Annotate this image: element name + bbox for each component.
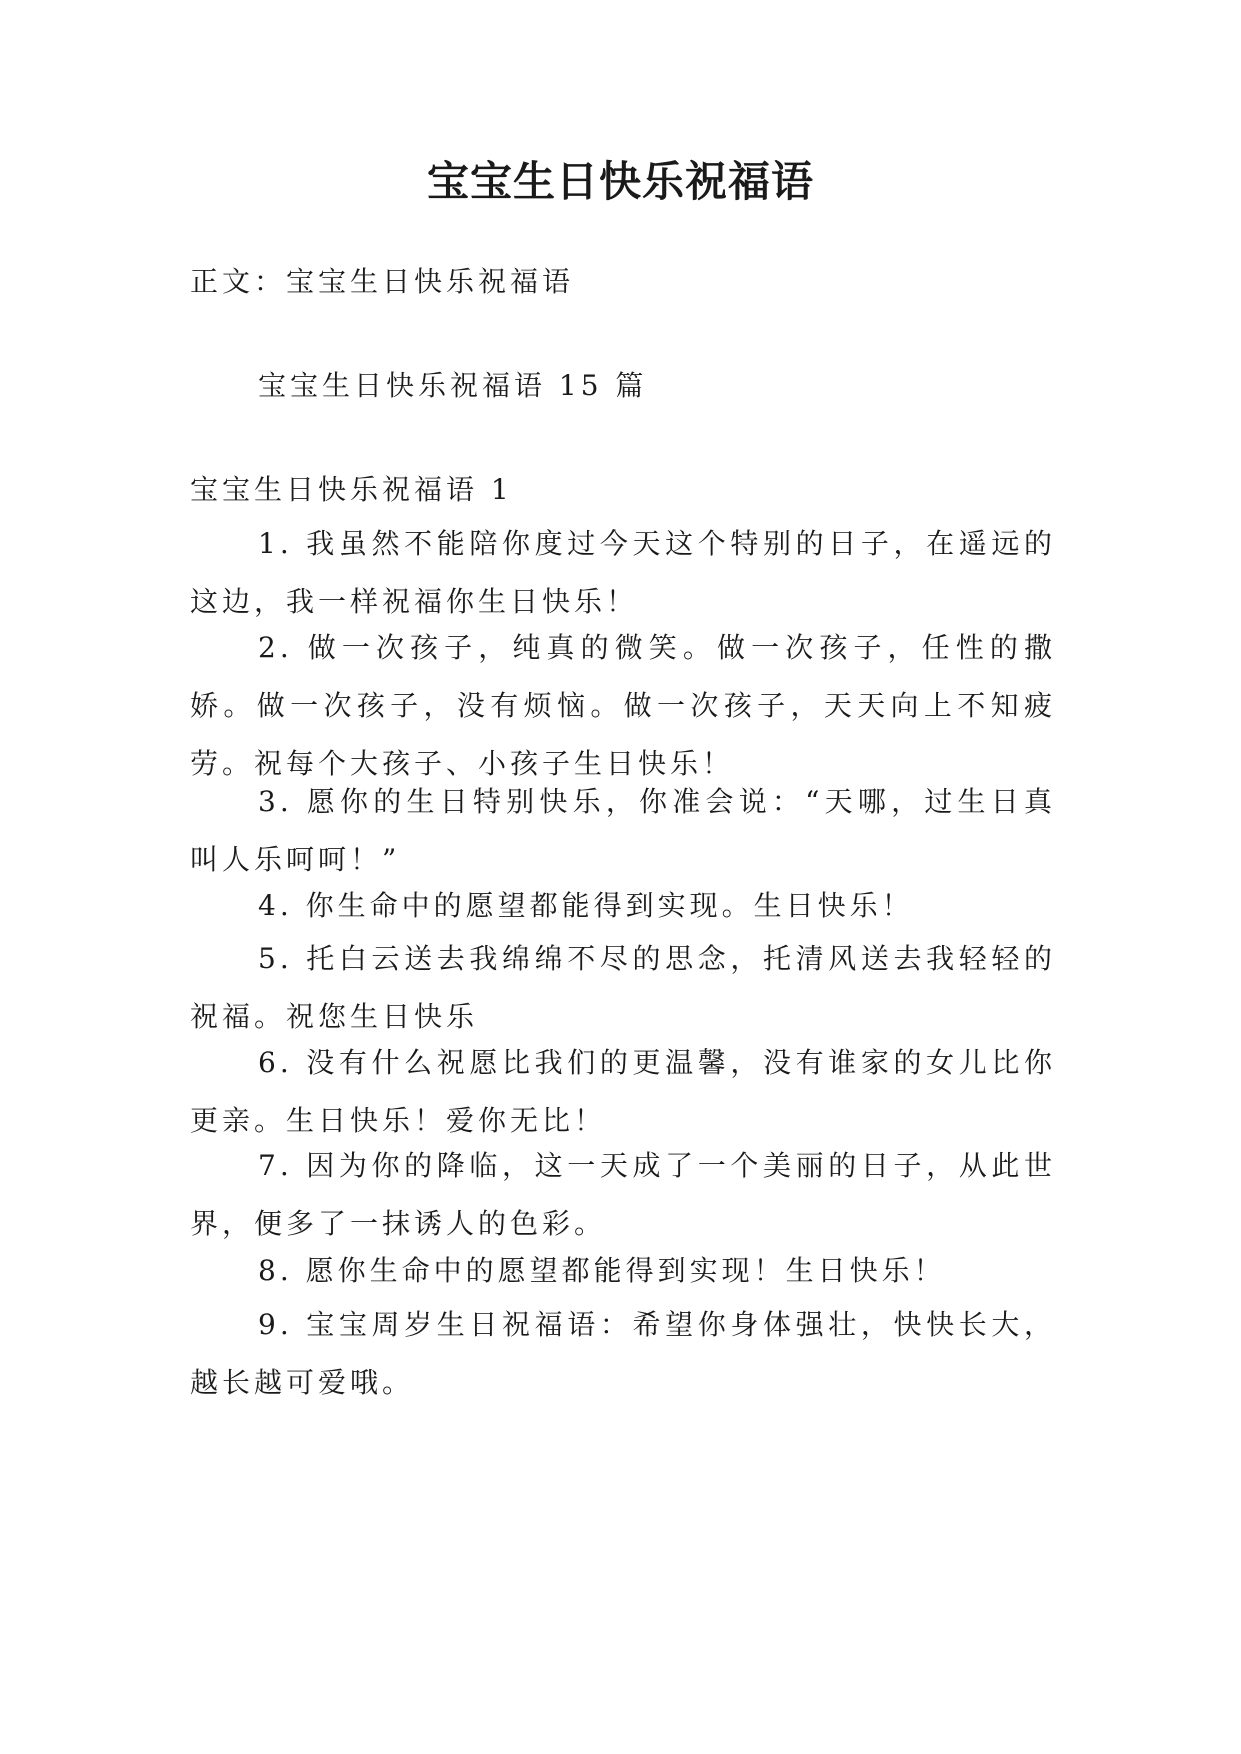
list-item: 8. 愿你生命中的愿望都能得到实现！生日快乐！ [258, 1254, 946, 1287]
list-item: 3. 愿你的生日特别快乐，你准会说：“天哪，过生日真叫人乐呵呵！” [190, 785, 1056, 876]
document-title: 宝宝生日快乐祝福语 [426, 157, 814, 206]
list-item: 1. 我虽然不能陪你度过今天这个特别的日子，在遥远的这边，我一样祝福你生日快乐！ [190, 527, 1056, 618]
list-item: 4. 你生命中的愿望都能得到实现。生日快乐！ [258, 889, 914, 922]
list-item: 7. 因为你的降临，这一天成了一个美丽的日子，从此世界，便多了一抹诱人的色彩。 [190, 1149, 1056, 1240]
list-item: 5. 托白云送去我绵绵不尽的思念，托清风送去我轻轻的祝福。祝您生日快乐 [190, 942, 1056, 1033]
list-item: 9. 宝宝周岁生日祝福语：希望你身体强壮，快快长大，越长越可爱哦。 [190, 1308, 1056, 1399]
list-item: 2. 做一次孩子，纯真的微笑。做一次孩子，任性的撒娇。做一次孩子，没有烦恼。做一次孩子，天天向上不知疲劳。祝每个大孩子、小孩子生日快乐！ [190, 631, 1056, 780]
document-subtitle: 宝宝生日快乐祝福语 15 篇 [258, 369, 648, 402]
section-heading: 宝宝生日快乐祝福语 1 [190, 473, 513, 506]
list-item: 6. 没有什么祝愿比我们的更温馨，没有谁家的女儿比你更亲。生日快乐！爱你无比！ [190, 1046, 1056, 1137]
body-label: 正文：宝宝生日快乐祝福语 [190, 265, 575, 298]
